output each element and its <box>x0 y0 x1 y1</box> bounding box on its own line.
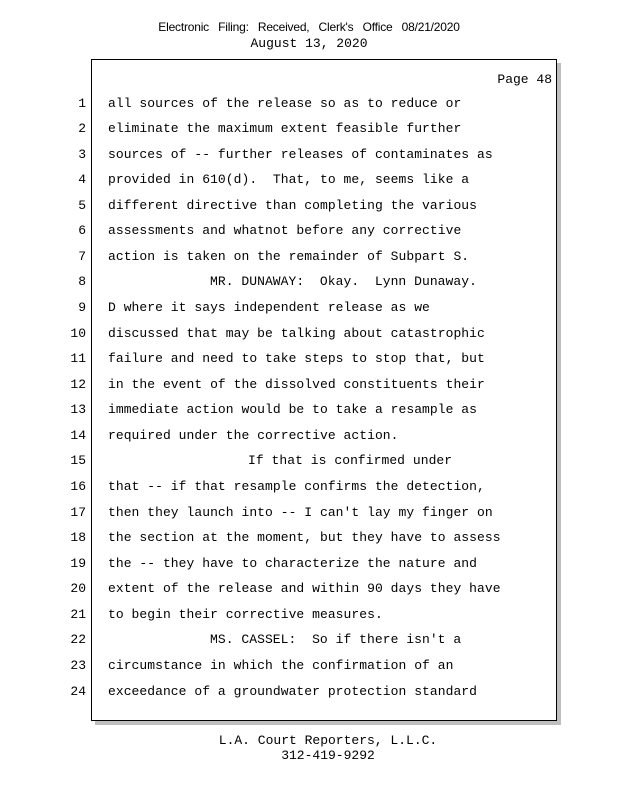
hearing-date: August 13, 2020 <box>250 36 368 51</box>
transcript-line: D where it says independent release as we <box>108 300 430 315</box>
transcript-line: assessments and whatnot before any corrective <box>108 223 462 238</box>
transcript-line: exceedance of a groundwater protection standard <box>108 684 478 699</box>
line-number: 8 <box>78 274 86 289</box>
transcript-line: to begin their corrective measures. <box>108 607 383 622</box>
line-number: 21 <box>70 607 86 622</box>
line-number: 19 <box>70 556 86 571</box>
line-number: 22 <box>70 632 86 647</box>
transcript-line: provided in 610(d). That, to me, seems like a <box>108 172 470 187</box>
transcript-line: the -- they have to characterize the nature and <box>108 556 478 571</box>
transcript-line: eliminate the maximum extent feasible further <box>108 121 462 136</box>
line-number: 7 <box>78 249 86 264</box>
transcript-line: failure and need to take steps to stop that, but <box>108 351 485 366</box>
transcript-line: extent of the release and within 90 days they have <box>108 581 501 596</box>
line-number: 9 <box>78 300 86 315</box>
transcript-line: in the event of the dissolved constituents their <box>108 377 485 392</box>
transcript-line: immediate action would be to take a resample as <box>108 402 478 417</box>
transcript-line: circumstance in which the confirmation of an <box>108 658 454 673</box>
line-number: 4 <box>78 172 86 187</box>
line-number: 20 <box>70 581 86 596</box>
filing-stamp: Electronic Filing: Received, Clerk's Office 08/21/2020 <box>158 20 460 34</box>
transcript-line: all sources of the release so as to reduce or <box>108 96 462 111</box>
transcript-line: then they launch into -- I can't lay my finger on <box>108 505 493 520</box>
speaker-line: MS. CASSEL: So if there isn't a <box>210 632 462 647</box>
transcript-line: that -- if that resample confirms the detection, <box>108 479 485 494</box>
line-number: 3 <box>78 147 86 162</box>
line-number: 1 <box>78 96 86 111</box>
line-number: 11 <box>70 351 86 366</box>
line-number: 16 <box>70 479 86 494</box>
line-number: 23 <box>70 658 86 673</box>
transcript-line: different directive than completing the various <box>108 198 478 213</box>
transcript-line: If that is confirmed under <box>248 453 453 468</box>
line-number: 14 <box>70 428 86 443</box>
line-number: 12 <box>70 377 86 392</box>
line-number: 10 <box>70 326 86 341</box>
speaker-line: MR. DUNAWAY: Okay. Lynn Dunaway. <box>210 274 477 289</box>
reporter-phone: 312-419-9292 <box>281 748 375 763</box>
page-number: Page 48 <box>497 72 552 87</box>
line-number: 6 <box>78 223 86 238</box>
transcript-line: the section at the moment, but they have to assess <box>108 530 501 545</box>
line-number: 15 <box>70 453 86 468</box>
transcript-line: action is taken on the remainder of Subpart S. <box>108 249 470 264</box>
line-number: 13 <box>70 402 86 417</box>
reporter-company: L.A. Court Reporters, L.L.C. <box>218 733 438 748</box>
line-number: 2 <box>78 121 86 136</box>
transcript-line: required under the corrective action. <box>108 428 399 443</box>
line-number: 18 <box>70 530 86 545</box>
line-number: 5 <box>78 198 86 213</box>
line-number: 17 <box>70 505 86 520</box>
transcript-line: discussed that may be talking about catastrophic <box>108 326 485 341</box>
transcript-line: sources of -- further releases of contaminates as <box>108 147 493 162</box>
line-number: 24 <box>70 684 86 699</box>
